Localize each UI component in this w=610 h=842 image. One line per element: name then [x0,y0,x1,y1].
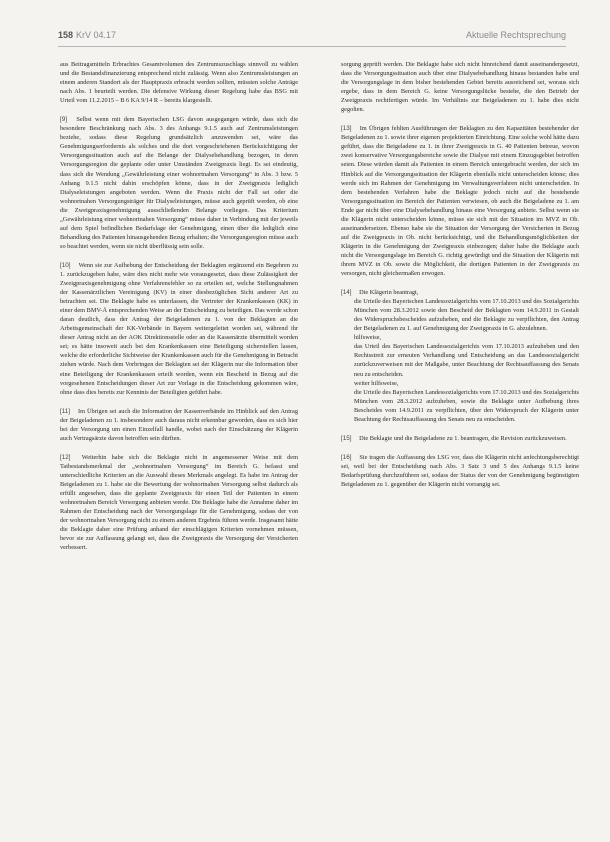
section-title: Aktuelle Rechtsprechung [465,30,566,40]
motion-item: die Urteile des Bayerischen Landessozialgerichts vom 17.10.2013 und des Sozialgerichts München vom 28.3.2012 sowie den Bescheid der Beklagten vom 14.9.2011 in Gestalt des Widerspruchsbescheides aufzuheben, und die Beklagte zu verpflichten, den Antrag der Beigeladenen zu 1. auf Genehmigung der Zweigpraxis in G. abzulehnen. [354,298,579,333]
paragraph-15 [341,434,579,443]
paragraph-number: [11] [60,407,71,415]
paragraph-text: Sie tragen die Auffassung des LSG vor, dass die Klägerin nicht anfechtungsberechtigt sei, weil bei der Entscheidung nach Abs. 3 Satz 3 und 5 des Anhangs 9.1.5 keine Bedarfsprüfung durchzuführen sei, sodass der Status der von der Genehmigung begünstigten Beigeladenen zu 1. gegenüber der Klägerin nicht vorrangig sei. [341,453,579,488]
paragraph-text: Im Übrigen sei auch die Information der Kassenverbände im Hinblick auf den Antrag der Beigeladenen zu 1. insbesondere auch daraus nicht erkennbar geworden, dass es sich hier bei der Versorgung um einen Einzelfall handle, wobei nach der Einschätzung der Klägerin auch Vertragsärzte davon betroffen sein dürften. [60,407,298,442]
page-header [58,30,566,46]
paragraph-number: [10] [60,261,71,269]
paragraph-number: [13] [341,125,352,133]
right-intro [341,60,579,114]
motion-item: das Urteil des Bayerischen Landessozialgerichts vom 17.10.2013 aufzuheben und den Rechtsstreit zur erneuten Verhandlung und Entscheidung an das Landessozialgericht zurückzuverweisen mit der Maßgabe, unter Beachtung der Rechtsauffassung des Senats neu zu entscheiden. [354,343,579,378]
paragraph-text: Weiterhin habe sich die Beklagte nicht in angemessener Weise mit dem Tatbestandsmerkmal der „wohnortnahen Versorgung“ im Bereich G. befasst und unterschiedliche Kriterien an die Auswahl dieses Merkmals angelegt. Es habe im Antrag der Beigeladenen zu 1. habe sie die Bewertung der wohnortnahen Versorgung selbst dadurch als erfüllt angesehen, dass die geplante Zweigpraxis für einen Teil der Patienten in einem wohnortnahen Bereich Versorgung anbieten werde. Die Beklagte habe die Annahme daher im Rahmen der Entscheidung nach der Versorgungslage für die Genehmigung, sodass der von der wohnortnahen Versorgung nicht zu einem anderen Ergebnis führen werde. Insgesamt hätte die Beklagte daher eine Prüfung anhand der einschlägigen Kriterien vornehmen müssen, bevor sie zur Auffassung gelangt sei, dass die Zweigpraxis die Versorgung der Versicherten verbessert. [60,453,298,552]
paragraph-11 [60,407,298,443]
right-intro-text: sorgung geprüft werden. Die Beklagte habe sich nicht hinreichend damit auseinandergesetzt, dass die Versorgungssituation auch über eine Dialysebehandlung hinaus bestanden habe und die Versorgungslage in dem bisher bestehenden Gebiet bereits ausreichend sei, woraus sich ergebe, dass in dem Bereich G. keine Versorgungslücke bestehe, die den Betrieb der Zweigpraxis rechtfertigen würde. Im Verhältnis zur Beigeladenen zu 1. habe dies nicht gegolten. [341,61,579,114]
paragraph-number: [9] [60,116,68,124]
motion-item: weiter hilfsweise, [354,379,399,387]
paragraph-12 [60,453,298,553]
paragraph-number: [16] [341,453,352,461]
paragraph-13 [341,124,579,278]
paragraph-16 [341,453,579,489]
left-intro-text: aus Beitragsmitteln Erbrachtes Gesamtvolumen des Zentrumszuschlags sinnvoll zu wählen und die Bestandsfinanzierung entsprechend nicht zulässig. Wenn also Zentrumsleistungen an einem anderen Standort als der Hauptpraxis erbracht werden sollten, müssten solche Anträge nach Abs. 1 beurteilt werden. Die defensive Wirkung dieser Regelung habe das BSG mit Urteil vom 11.2.2015 – B 6 KA 9/14 R – bereits klargestellt. [60,61,298,105]
paragraph-text: Im Übrigen fehlten Ausführungen der Beklagten zu den Kapazitäten bestehender der Beigeladenen zu 1. sowie ihrer eigenen projektierten Einrichtung. Eine solche wohl hätte dazu geführt, dass die Beigeladene zu 1. in ihrer Zweigpraxis in G. 40 Patienten betreue, wovon zwei konservative Versorgungsbereiche sowie die Dialyse mit einem Einzugsgebiet betroffen seien. Diese würden damit als Patienten in einem Bereich untergebracht werden, der sich im Hinblick auf die Versorgungssituation der Klägerin ebenfalls nicht unterscheiden könne; dies werde sich im Rahmen der Genehmigung im Verwaltungsverfahren nicht unterscheiden. In dem bestehenden Verfahren habe die Beklagte jedoch nicht auf die bestehende Versorgungssituation im Bereich der Patienten verwiesen, ob auch die Beigeladene zu 1. am Ende gar nicht über eine Dialysebehandlung hinaus eine Versorgung anbiete. Selbst wenn sie die Klägerin nicht unterscheiden könne, müsse sie sich mit der Situation im MVZ in Ob. auseinandersetzen. Ebenso habe sie die Situation der Versorgung der Versicherten in Bezug auf die Zweigpraxis in Ob. nicht berücksichtigt, und die Behandlungsmöglichkeiten der Klägerin in die Genehmigung der Zweigpraxis einbezogen; daher habe die Beklagte auch nicht die Versorgungslage im Bereich G. richtig gewürdigt und die Situation der Klägerin mit ihrem MVZ in Ob. sowie die Möglichkeit, die dortigen Patienten in der Zweigpraxis zu versorgen, nicht gleichermaßen erwogen. [341,125,579,278]
paragraph-number: [12] [60,453,71,461]
left-column [60,60,298,562]
paragraph-10 [60,261,298,397]
page-number: 158 [58,30,74,40]
paragraph-number: [14] [341,289,352,297]
motion-item: hilfsweise, [354,334,382,342]
paragraph-text: Die Beklagte und die Beigeladene zu 1. beantragen, die Revision zurückzuweisen. [359,434,567,442]
paragraph-number: [15] [341,434,352,442]
journal-name: KrV 04.17 [76,30,117,40]
paragraph-text: Selbst wenn mit dem Bayerischen LSG davon ausgegangen würde, dass sich die besondere Beschränkung nach Abs. 3 des Anhangs 9.1.5 auch auf Zentrumsleistungen beziehe, sodass diese Regelung grundsätzlich anzuwenden sei, wäre das Genehmigungserfordernis als solches und die dort vorgeschriebenen Berücksichtigung der Versorgungssituation auch auf die Belange der Dialysebehandlung bezogen, in deren Versorgungsregion die geplante oder unter Umständen Zweigpraxis liegt. Es sei eindeutig, dass sich die Wendung „Gewährleistung einer wohnortnahen Versorgung“ in Abs. 3 bzw. 5 Anhang 9.1.5 nicht dahin erschöpfen könne, dass in der Zweigpraxis lediglich Dialyseleistungen angeboten werden. Wenn die Praxis nicht der Fall sei oder die wohnortnahen Versorgungsträger für Dialyseleistungen, müsse auch geprüft werden, ob eine die Zweigpraxisgenehmigung ausschließenden Belange vorliegen. Das Kriterium „Gewährleistung einer wohnortnahen Versorgung“ müsse daher in Verbindung mit der jeweils auf dem Spiel befindlichen Bedarfslage der Genehmigung, einen über die lediglich eine Behandlung des Patienten hinausgehenden Bezug erhalten; die Versorgungsregion müsse auch so beachtet werden, wenn sie nicht überflüssig sein solle. [60,116,298,250]
paragraph-text: Wenn sie zur Aufhebung der Entscheidung der Beklagten ergänzend ein Begehren zu 1. zurückzugeben habe, wäre dies nicht mehr wie vorausgesetzt, dass diese Zulässigkeit der Zweigpraxisgenehmigung ohne Verfahrensfehler so zu erteilen sei, welche Stellungnahmen der Kassenärztlichen Vereinigung (KV) in einer diesbezüglichen Sicht anderer Art zu betrachten sei. Die Beklagte habe es unterlassen, die Vertreter der Krankenkassen (KK) in einer dem BMV-Ä entsprechenden Weise an der Entscheidung zu beteiligen. Das werde schon daran deutlich, dass der Antrag der Beigeladenen zu 1. von der Beklagten an die Arbeitsgemeinschaft der KK-Verbände in Bayern weitergeleitet worden sei, während ihr dieser Antrag nicht an der AOK Direktionsstelle oder an die Kassenärzte übermittelt worden sei; es hätte insoweit auch bei den Krankenkassen eine Beteiligung sicherstellen lassen, welche die erforderliche Sichtweise der Krankenkassen auch für die Genehmigung in Betracht ziehen würde. Nach dem Vorbringen der Beklagten sei der Klägerin nur die Information über eine Beteiligung der Krankenkassen erteilt worden, wenn ein Bescheid in Bezug auf die vorgesehenen Entscheidungen dieser Art zur Vorlage in die Entscheidung gekommen wäre, ohne dass dies bereits zur Kenntnis der Beteiligten geführt habe. [60,261,298,396]
right-column [341,60,579,499]
motion-item: die Urteile des Bayerischen Landessozialgerichts vom 17.10.2013 und des Sozialgerichts München vom 28.3.2012 aufzuheben, sowie die Beklagte unter Aufhebung ihres Bescheides vom 14.9.2011 zu verpflichten, über den Widerspruch der Klägerin unter Beachtung der Rechtsauffassung des Senats neu zu entscheiden. [354,388,579,423]
paragraph-14 [341,288,579,424]
paragraph-text: Die Klägerin beantragt, [359,289,419,297]
paragraph-9 [60,115,298,251]
left-intro [60,60,298,105]
header-divider [58,46,566,47]
motion-list [341,297,579,424]
